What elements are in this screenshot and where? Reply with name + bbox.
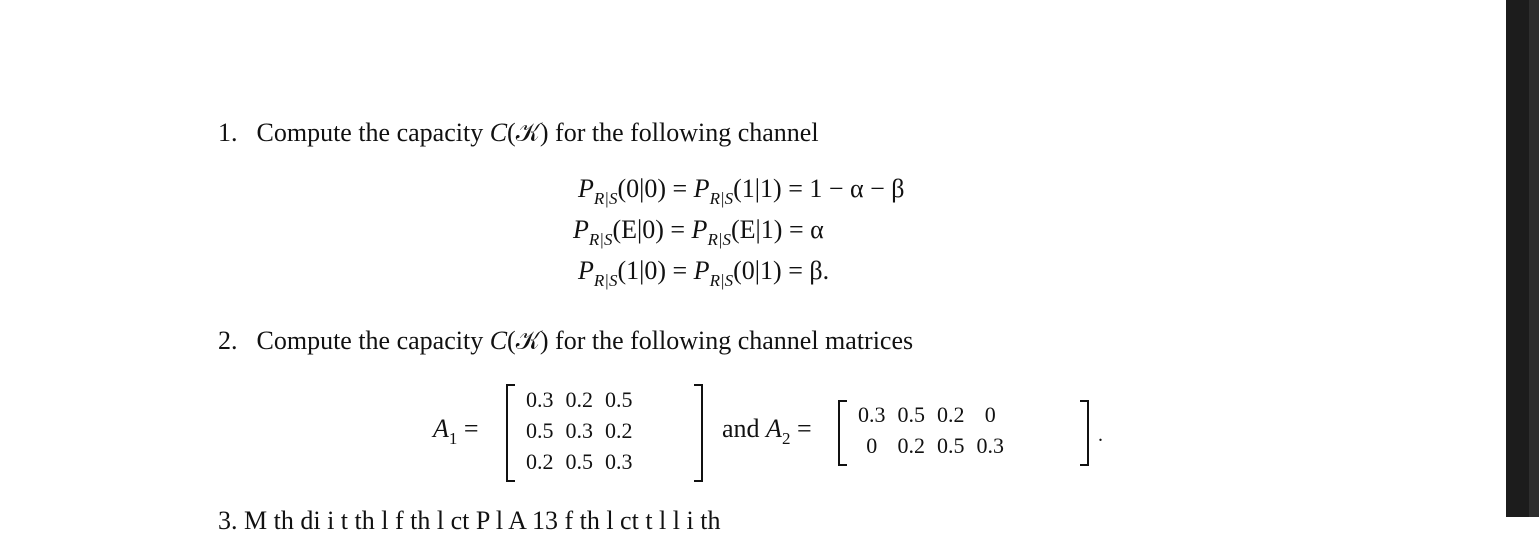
a1-subscript: 1	[448, 429, 458, 448]
matrix-cell: 0.5	[605, 386, 633, 412]
eq-arg: 1|1	[741, 174, 774, 203]
problem-number: 2.	[218, 326, 238, 355]
matrix-row	[852, 399, 1010, 430]
matrix-cell: 0.3	[565, 417, 593, 443]
scrollbar-track[interactable]	[1506, 0, 1529, 517]
matrix-a2-label: and $A_2$ =	[722, 414, 812, 448]
matrix-cell: 0.2	[565, 386, 593, 412]
matrix-cell: 0.5	[526, 417, 554, 443]
a2-symbol: A	[766, 414, 782, 443]
problem-text: Compute the capacity	[256, 118, 484, 147]
problem-text: Compute the capacity	[256, 326, 484, 355]
matrix-cell: 0.2	[605, 417, 633, 443]
problem-2-statement	[218, 326, 913, 357]
matrix-cell: 0.3	[858, 401, 886, 427]
matrix-cell: 0.2	[937, 401, 965, 427]
window-edge	[1529, 0, 1539, 517]
a2-subscript: 2	[781, 429, 791, 448]
a1-symbol: A	[433, 414, 449, 443]
problem-text-tail: for the following channel	[555, 118, 819, 147]
equation-line-3: $P_{R|S}(1|0) = P_{R|S}(0|1) = \beta$.	[578, 256, 830, 290]
matrix-row	[520, 446, 639, 477]
matrix-cell: 0	[866, 432, 878, 458]
eq-rhs: = 1 − α − β	[788, 174, 905, 203]
matrix-row	[520, 384, 639, 415]
matrix-a1-left-bracket	[506, 384, 515, 482]
matrix-cell: 0.2	[526, 448, 554, 474]
matrix-a2	[852, 399, 1010, 461]
matrix-cell: 0.3	[526, 386, 554, 412]
matrix-cell: 0.3	[605, 448, 633, 474]
matrix-row	[520, 415, 639, 446]
capacity-symbol: C	[489, 118, 508, 147]
eq-rhs: = β.	[788, 256, 830, 285]
eq-arg: 0|1	[741, 256, 774, 285]
and-text: and	[722, 414, 760, 443]
matrix-cell: 0.2	[897, 432, 925, 458]
problem-1-statement	[218, 118, 819, 149]
matrix-cell: 0.5	[565, 448, 593, 474]
problem-text-tail: for the following channel matrices	[555, 326, 914, 355]
matrix-cell: 0.5	[897, 401, 925, 427]
matrix-a1-right-bracket	[694, 384, 703, 482]
equation-line-1: $P_{R|S}(0|0) = P_{R|S}(1|1) = 1 - \alpha - \beta$	[578, 174, 905, 208]
eq-arg: E|1	[739, 215, 774, 244]
eq-arg: 0|0	[626, 174, 658, 203]
matrix-a1	[520, 384, 639, 477]
matrix-cell: 0.3	[976, 432, 1004, 458]
problem-number: 1.	[218, 118, 238, 147]
matrix-a2-right-bracket	[1080, 400, 1089, 466]
capacity-symbol: C	[489, 326, 508, 355]
period: .	[1098, 424, 1103, 446]
matrix-cell: 0	[984, 401, 996, 427]
problem-3-partial: 3. M th di i t th l f th l ct P l A 13 f th l ct t l l i th	[218, 506, 721, 535]
matrix-row	[852, 430, 1010, 461]
eq-arg: 1|0	[626, 256, 658, 285]
capacity-argument: (𝒦)	[507, 326, 549, 355]
matrix-a2-left-bracket	[838, 400, 847, 466]
equation-line-2: $P_{R|S}(E|0) = P_{R|S}(E|1) = \alpha$	[573, 215, 824, 249]
capacity-argument: (𝒦)	[507, 118, 549, 147]
eq-arg: E|0	[621, 215, 656, 244]
matrix-a1-label: $A_1$ =	[433, 414, 479, 448]
matrix-cell: 0.5	[937, 432, 965, 458]
eq-rhs: = α	[788, 215, 824, 244]
